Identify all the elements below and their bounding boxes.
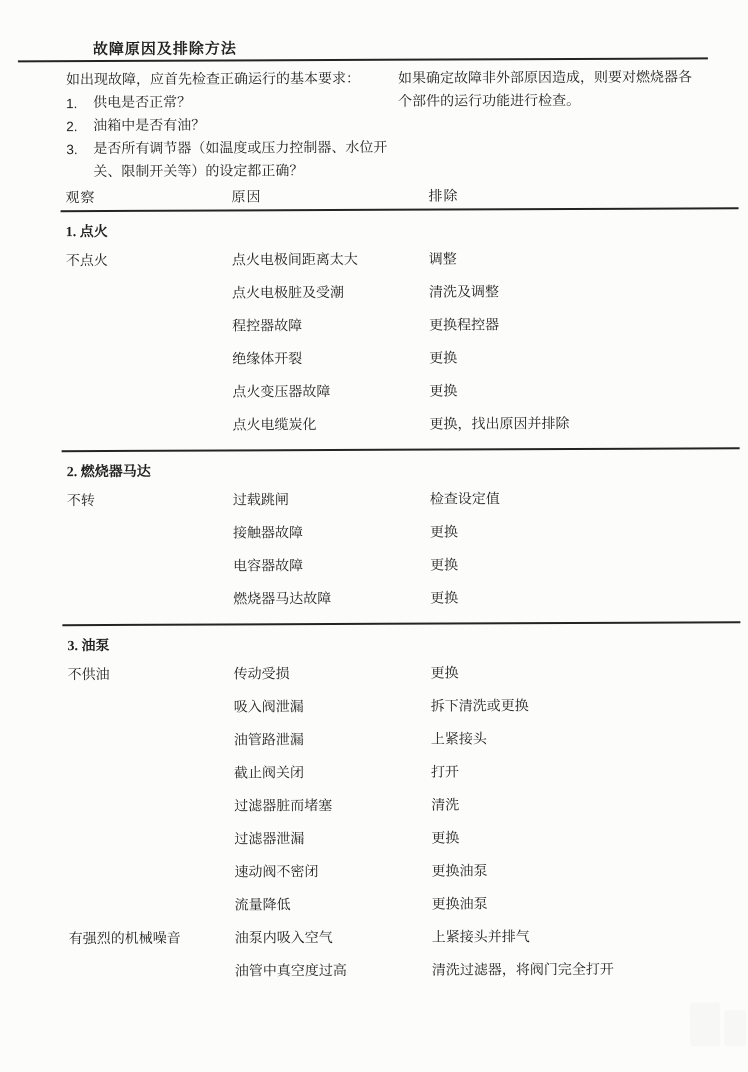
cell-cause: 点火变压器故障 [232,385,331,401]
cell-remedy: 打开 [431,765,460,781]
cell-cause: 截止阀关闭 [234,766,305,782]
cell-remedy: 拆下清洗或更换 [430,699,529,715]
cell-remedy: 更换油泵 [431,897,488,913]
cell-observation [64,962,230,963]
intro-left-paragraph: 如出现故障，应首先检查正确运行的基本要求： [65,71,361,89]
header-cell-remedy: 排除 [428,189,459,205]
cell-cause: 电容器故障 [233,559,304,575]
cell-cause: 速动阀不密闭 [234,865,319,881]
cell-cause: 接触器故障 [232,526,304,542]
checklist-item [66,137,398,184]
section-title: 2. 燃烧器马达 [66,464,151,481]
fault-table-body [61,209,742,996]
cell-remedy: 调整 [428,252,457,268]
checklist-item-number: 1. [66,96,78,112]
cell-observation [61,284,227,285]
table-row [64,894,742,930]
checklist-item-text: 油箱中是否有油？ [93,118,206,135]
cell-observation [63,764,229,765]
cell-remedy: 更换，找出原因并排除 [429,416,570,433]
cell-cause: 点火电极脏及受潮 [231,285,344,302]
cell-observation [61,317,227,318]
cell-observation [62,557,228,558]
cell-remedy: 更换 [430,591,459,607]
cell-remedy: 上紧接头 [430,732,487,748]
cell-observation [64,896,230,897]
cell-remedy: 上紧接头并排气 [431,930,530,946]
header-cell-cause: 原因 [231,190,262,206]
cell-observation: 有强烈的机械噪音 [68,931,181,948]
table-row [62,588,740,624]
cell-observation [62,590,228,591]
cell-cause: 过滤器泄漏 [234,832,305,848]
table-row [64,927,742,963]
table-row [62,522,740,558]
cell-observation [61,416,227,417]
cell-cause: 燃烧器马达故障 [233,592,332,608]
table-row [63,762,741,798]
table-header-row [60,184,738,212]
cell-remedy: 清洗过滤器，将阀门完全打开 [431,962,614,979]
intro-right-paragraph: 如果确定故障非外部原因造成，则要对燃烧器各个部件的运行功能进行检查。 [397,70,693,110]
intro-left-column [66,68,398,184]
cell-remedy: 更换 [429,525,459,541]
cell-observation [63,830,229,831]
cell-cause: 油管中真空度过高 [234,963,347,980]
watermark-shape [690,1002,720,1046]
cell-remedy: 更换 [429,384,458,400]
cell-observation: 不转 [66,494,95,510]
cell-observation [63,698,229,699]
cell-observation: 不供油 [67,667,110,684]
cell-observation [61,350,227,351]
cell-cause: 绝缘体开裂 [232,352,303,368]
cell-cause: 点火电缆炭化 [232,418,317,434]
cell-observation [63,863,229,864]
cell-observation: 不点火 [65,253,108,270]
cell-observation [61,383,227,384]
table-row [62,489,740,525]
cell-remedy: 更换 [430,666,459,682]
checklist-item [66,91,398,115]
table-section [62,447,741,624]
fault-table [60,184,742,996]
cell-cause: 流量降低 [234,898,291,914]
cell-remedy: 更换油泵 [431,864,488,880]
cell-remedy: 清洗 [431,798,460,814]
page-title: 故障原因及排除方法 [92,41,237,59]
cell-observation [62,524,228,525]
table-section [62,621,742,996]
table-row [61,414,739,450]
table-row [63,795,741,831]
checklist-item-text: 是否所有调节器（如温度或压力控制器、水位开关、限制开关等）的设定都正确？ [93,140,388,181]
cell-cause: 油管路泄漏 [233,733,304,749]
table-row [63,828,741,864]
watermark-logo [686,996,748,1056]
cell-cause: 过载跳闸 [232,493,289,509]
intro-section [66,66,726,184]
table-row [62,555,740,591]
table-row [64,960,742,996]
cell-remedy: 检查设定值 [429,492,500,508]
checklist-item-number: 2. [66,119,78,135]
table-row [61,381,739,417]
cell-remedy: 更换 [429,351,458,367]
checklist [66,91,398,184]
cell-cause: 传动受损 [233,667,290,683]
cell-remedy: 更换 [430,558,459,574]
cell-cause: 过滤器脏而堵塞 [234,799,333,815]
table-row [61,315,739,351]
cell-cause: 油泵内吸入空气 [234,931,333,947]
cell-remedy: 清洗及调整 [428,285,499,301]
table-row [63,663,741,699]
section-title: 1. 点火 [65,224,108,241]
checklist-item [66,114,398,138]
table-section [61,209,740,450]
table-row [61,282,739,318]
header-cell-observation: 观察 [65,191,96,207]
checklist-item-text: 供电是否正常？ [93,95,192,112]
cell-remedy: 更换程控器 [429,318,500,334]
checklist-item-number: 3. [66,142,78,158]
cell-observation [63,797,229,798]
table-row [63,729,741,765]
cell-cause: 程控器故障 [232,319,303,335]
table-row [63,696,741,732]
cell-observation [63,731,229,732]
table-row [61,249,739,285]
watermark-shape [724,1010,746,1046]
table-row [63,861,741,897]
intro-right-column [398,66,703,182]
cell-cause: 点火电极间距离太大 [231,252,358,269]
table-row [61,348,739,384]
cell-cause: 吸入阀泄漏 [233,700,304,716]
section-title: 3. 油泵 [67,638,110,655]
cell-remedy: 更换 [431,831,460,847]
